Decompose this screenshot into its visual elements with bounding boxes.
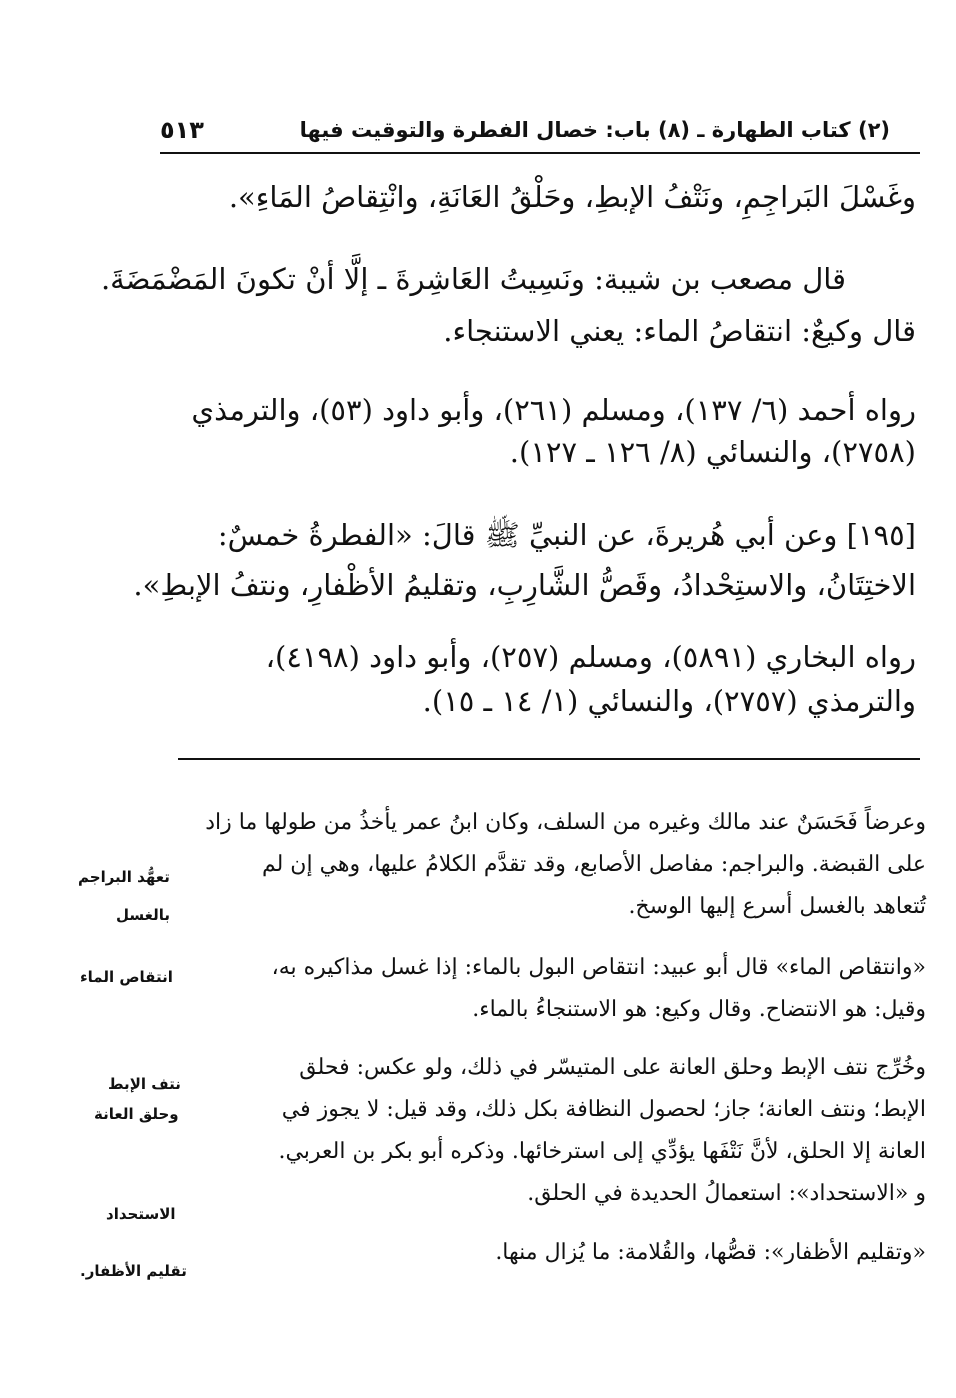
footnote-divider — [178, 758, 920, 760]
note-line-6: وخُرِّج نتف الإبط وحلق العانة على المتيسّر في ذلك، ولو عكس: فحلق — [299, 1055, 926, 1080]
main-line-8: رواه البخاري (٥٨٩١)، ومسلم (٢٥٧)، وأبو داود (٤١٩٨)، — [265, 640, 916, 674]
main-line-4: رواه أحمد (٦/ ١٣٧)، ومسلم (٢٦١)، وأبو داود (٥٣)، والترمذي — [191, 393, 916, 427]
note-line-10: «وتقليم الأظفار»: قصُّها، والقُلامة: ما يُزال منها. — [495, 1240, 926, 1265]
page-number: ٥١٣ — [160, 116, 204, 144]
header-title: (٢) كتاب الطهارة ـ (٨) باب: خصال الفطرة والتوقيت فيها — [299, 118, 890, 142]
main-line-9: والترمذي (٢٧٥٧)، والنسائي (١/ ١٤ ـ ١٥). — [422, 684, 916, 718]
margin-note-taqlim: تقليم الأظفار. — [80, 1262, 187, 1280]
note-line-7: الإبط؛ ونتف العانة؛ جاز؛ لحصول النظافة بكل ذلك، وقد قيل: لا يجوز في — [281, 1097, 926, 1122]
note-line-9: و «الاستحداد»: استعمالُ الحديدة في الحلق. — [527, 1181, 926, 1206]
main-line-1: وغَسْلَ البَراجِمِ، ونَتْفُ الإبطِ، وحَلْقُ العَانَةِ، وانْتِقاصُ المَاءِ». — [228, 180, 916, 214]
margin-note-barajim: تعهُّد البراجم — [78, 868, 170, 886]
main-line-7: الاختِتَانُ، والاستِحْدادُ، وقَصُّ الشَّارِبِ، وتقليمُ الأظْفارِ، ونتفُ الإبطِ». — [133, 568, 916, 602]
note-line-8: العانة إلا الحلق، لأنَّ نَتْفَها يؤدِّي إلى استرخائها. وذكره أبو بكر بن العربي. — [278, 1139, 926, 1164]
margin-note-istihdad: الاستحداد — [106, 1205, 176, 1223]
margin-note-halq: وحلق العانة — [94, 1105, 179, 1123]
note-line-3: تُتعاهد بالغسل أسرع إليها الوسخ. — [628, 894, 926, 919]
main-line-5: (٢٧٥٨)، والنسائي (٨/ ١٢٦ ـ ١٢٧). — [509, 435, 916, 469]
margin-note-natf: نتف الإبط — [108, 1075, 181, 1093]
main-line-2: قال مصعب بن شيبة: ونَسِيتُ العَاشِرةَ ـ إلَّا أنْ تكونَ المَضْمَضَةَ. — [100, 262, 846, 296]
running-header — [160, 112, 920, 154]
note-line-4: «وانتقاص الماء» قال أبو عبيد: انتقاص البول بالماء: إذا غسل مذاكيره به، — [271, 955, 926, 980]
main-line-3: قال وكيعٌ: انتقاصُ الماء: يعني الاستنجاء. — [443, 314, 916, 348]
main-line-6: [١٩٥] وعن أبي هُريرةَ، عن النبيِّ ﷺ قالَ: «الفطرةُ خمسٌ: — [217, 518, 916, 552]
note-line-1: وعرضاً فَحَسَنٌ عند مالك وغيره من السلف، وكان ابنُ عمر يأخذُ من طولها ما زاد — [205, 810, 926, 835]
note-line-5: وقيل: هو الانتضاح. وقال وكيع: هو الاستنجاءُ بالماء. — [472, 997, 926, 1022]
margin-note-intiqas: انتقاص الماء — [80, 968, 173, 986]
note-line-2: على القبضة. والبراجم: مفاصل الأصابع، وقد تقدَّم الكلامُ عليها، وهي إن لم — [261, 852, 926, 877]
margin-note-barajim-2: بالغسل — [116, 906, 171, 924]
